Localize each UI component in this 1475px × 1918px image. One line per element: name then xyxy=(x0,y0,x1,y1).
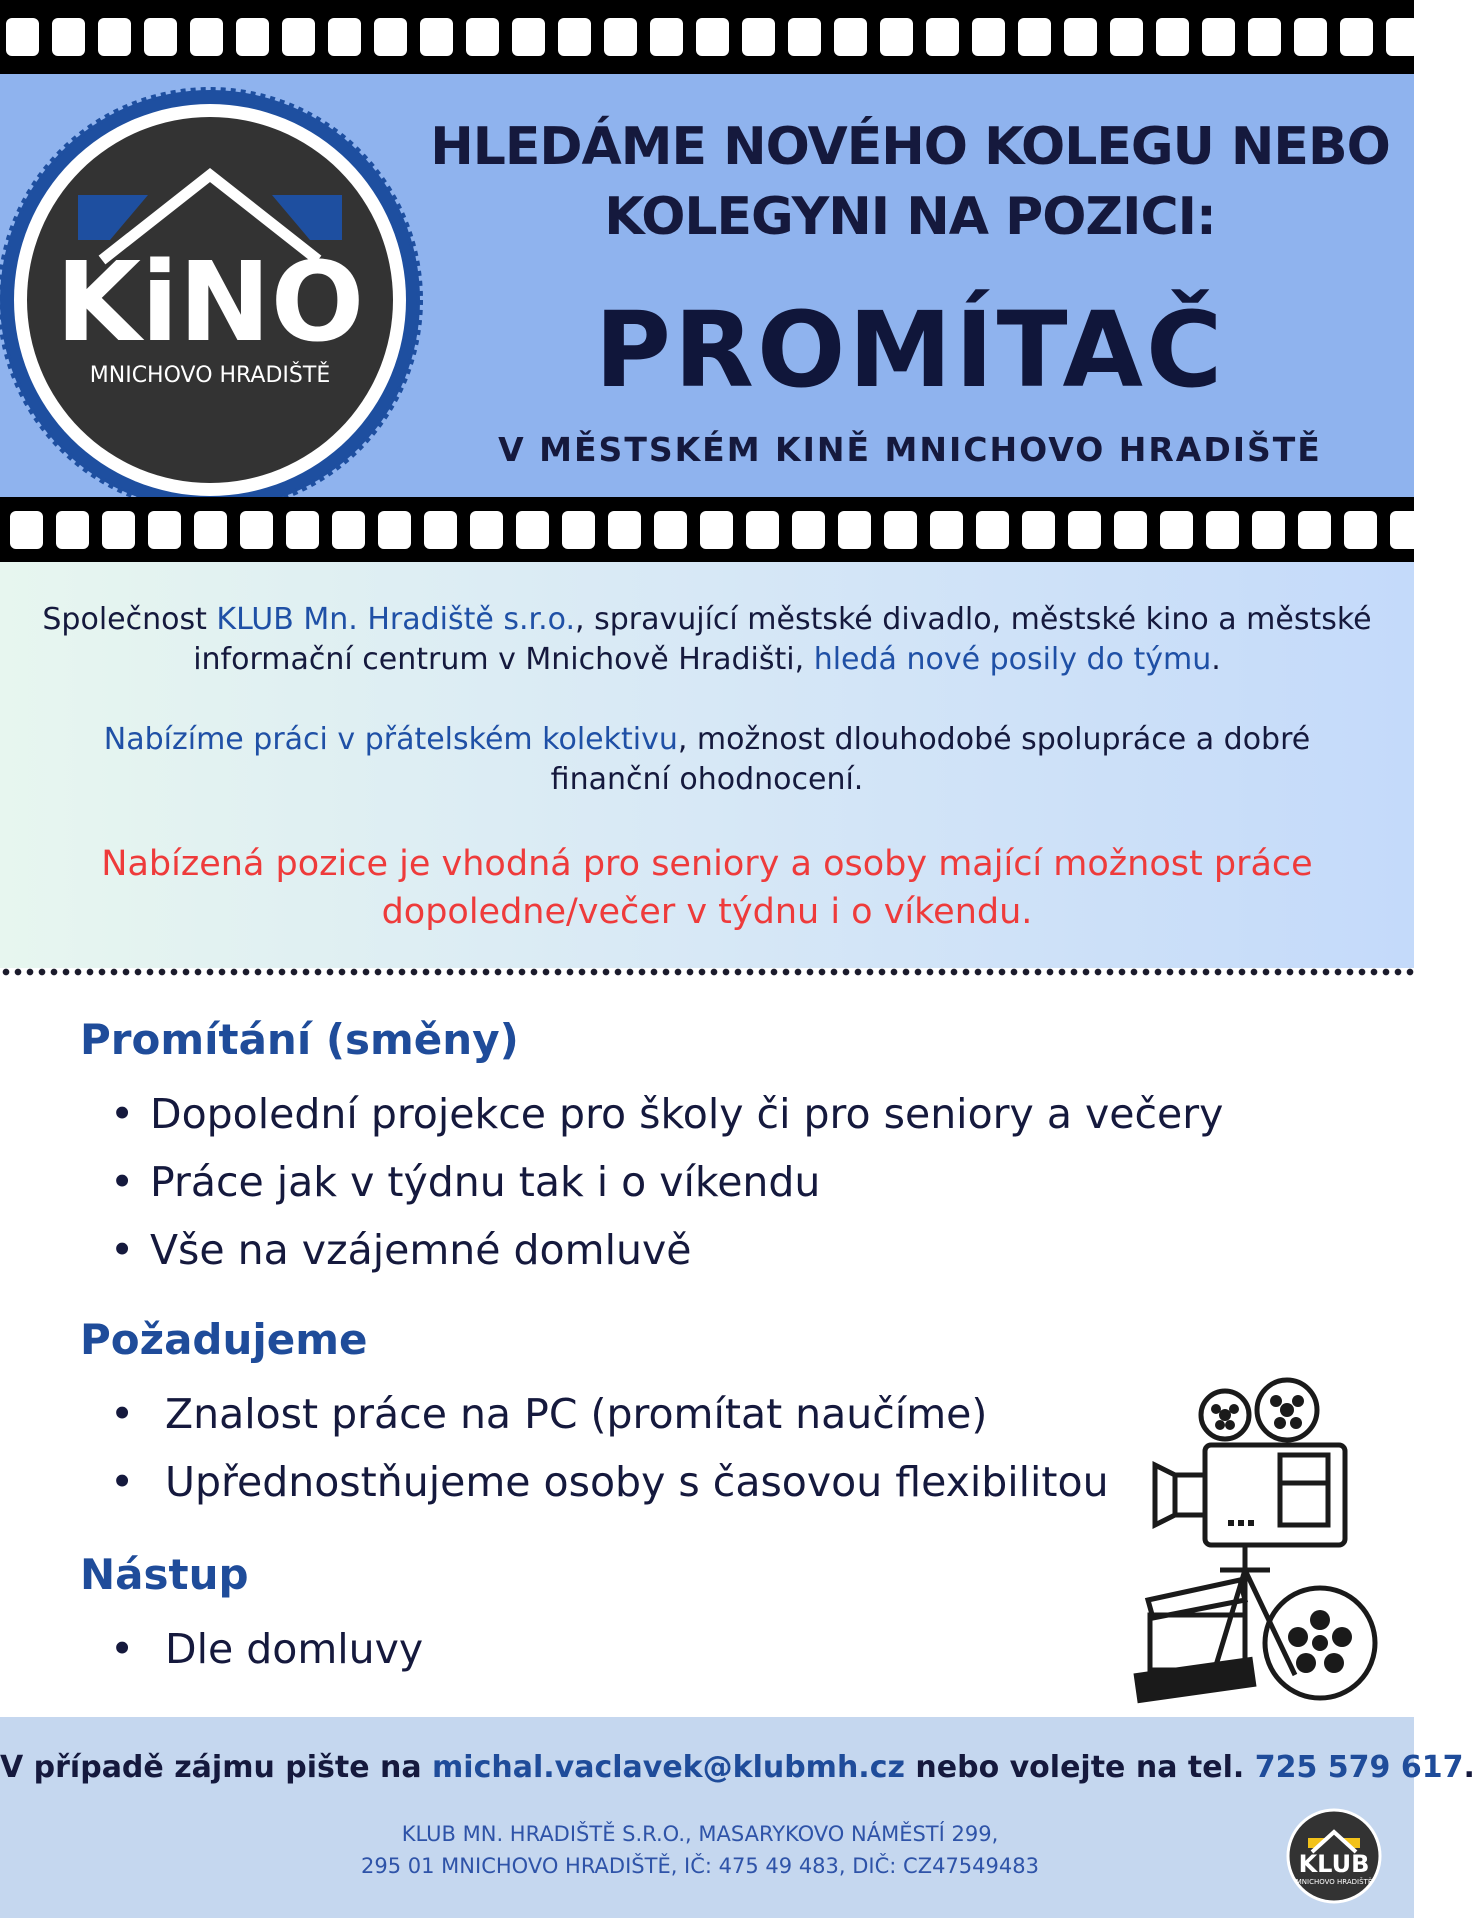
contact-text: nebo volejte na tel. xyxy=(904,1750,1255,1785)
address-line: 295 01 MNICHOVO HRADIŠTĚ, IČ: 475 49 483, DIČ: CZ47549483 xyxy=(361,1854,1039,1878)
intro-section xyxy=(0,562,1414,968)
section-title-start: Nástup xyxy=(80,1550,249,1599)
shifts-list xyxy=(110,1080,1223,1284)
contact-phone-link[interactable]: 725 579 617 xyxy=(1254,1750,1464,1785)
logo-place: MNICHOVO HRADIŠTĚ xyxy=(89,363,331,388)
list-item: • Dopolední projekce pro školy či pro seniory a večery xyxy=(110,1080,1223,1148)
dotted-divider xyxy=(0,966,1414,978)
list-item: • Vše na vzájemné domluvě xyxy=(110,1216,1223,1284)
cinema-projector-icon xyxy=(1120,1375,1400,1715)
intro-text: Společnost xyxy=(42,602,217,637)
address-line: KLUB MN. HRADIŠTĚ S.R.O., MASARYKOVO NÁMĚSTÍ 299, xyxy=(401,1822,999,1846)
page-subheadline: V MĚSTSKÉM KINĚ MNICHOVO HRADIŠTĚ xyxy=(498,430,1322,469)
intro-highlight: hledá nové posily do týmu xyxy=(813,642,1212,677)
film-strip-top xyxy=(0,0,1414,74)
contact-text: V případě zájmu pište na xyxy=(0,1750,433,1785)
list-item: • Práce jak v týdnu tak i o víkendu xyxy=(110,1148,1223,1216)
film-perforations xyxy=(10,511,1423,549)
list-item: • Upřednostňujeme osoby s časovou flexibilitou xyxy=(110,1448,1109,1516)
list-item: • Dle domluvy xyxy=(110,1615,423,1683)
klub-logo xyxy=(1286,1808,1382,1904)
contact-text: . xyxy=(1463,1750,1475,1785)
kino-logo xyxy=(0,100,430,500)
offer-highlight: Nabízíme práci v přátelském kolektivu xyxy=(103,722,678,757)
intro-text: . xyxy=(1211,642,1221,677)
film-perforations xyxy=(6,18,1419,56)
logo-word: KiNO xyxy=(55,238,365,366)
offer-text: , možnost dlouhodobé spolupráce a dobré finanční ohodnocení. xyxy=(550,722,1311,797)
contact-email-link[interactable]: michal.vaclavek@klubmh.cz xyxy=(432,1750,905,1785)
company-address xyxy=(320,1818,1080,1882)
position-title: PROMÍTAČ xyxy=(594,289,1226,411)
section-title-requirements: Požadujeme xyxy=(80,1315,368,1364)
intro-text: , spravující městské divadlo, městské kino a městské informační centrum v Mnichově Hradišti, xyxy=(193,602,1372,677)
intro-paragraph-suitability: Nabízená pozice je vhodná pro seniory a osoby mající možnost práce dopoledne/večer v týdnu i o víkendu. xyxy=(101,844,1313,932)
section-title-shifts: Promítání (směny) xyxy=(80,1015,519,1064)
list-item: • Znalost práce na PC (promítat naučíme) xyxy=(110,1380,1109,1448)
film-strip-bottom xyxy=(0,497,1414,562)
company-name: KLUB Mn. Hradiště s.r.o. xyxy=(216,602,576,637)
start-list xyxy=(110,1615,423,1683)
intro-paragraph-offer xyxy=(40,720,1374,800)
footer-logo-word: KLUB xyxy=(1298,1850,1370,1878)
intro-paragraph-company xyxy=(40,600,1374,680)
page-headline: HLEDÁME NOVÉHO KOLEGU NEBO KOLEGYNI NA POZICI: xyxy=(430,117,1390,247)
footer-logo-place: MNICHOVO HRADIŠTĚ xyxy=(1295,1878,1373,1886)
requirements-list xyxy=(110,1380,1109,1516)
contact-line xyxy=(0,1750,1475,1785)
